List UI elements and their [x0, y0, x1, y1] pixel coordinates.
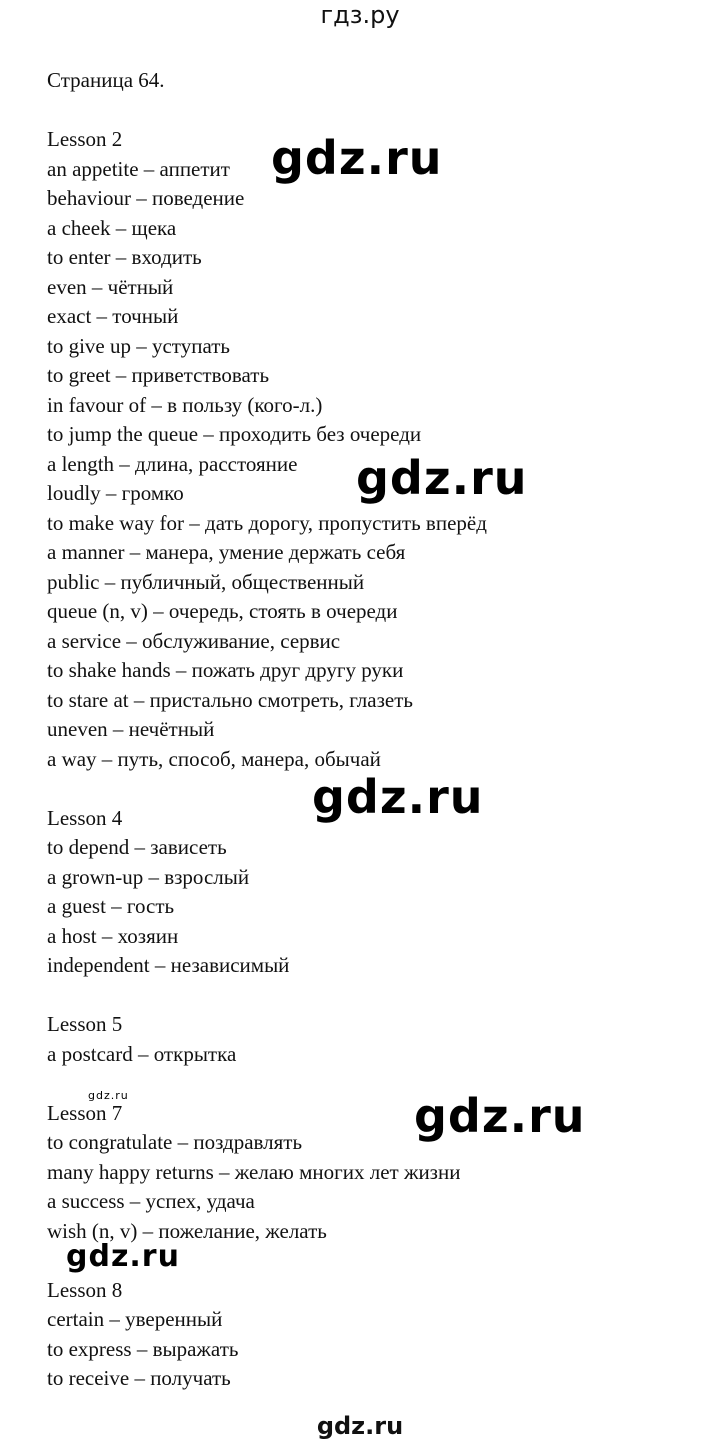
vocab-entry: a grown-up – взрослый — [47, 864, 250, 889]
section-gap — [47, 981, 707, 1011]
vocab-entry: a success – успех, удача — [47, 1189, 255, 1213]
vocab-entry: a length – длина, расстояние — [47, 451, 298, 476]
vocab-entry: uneven – нечётный — [47, 717, 215, 741]
section-lesson-7 — [47, 1099, 707, 1247]
section-gap — [47, 1069, 707, 1099]
vocab-entry: a manner – манера, умение держать себя — [47, 540, 406, 564]
vocab-entry: many happy returns – желаю многих лет жизни — [47, 1159, 461, 1184]
watermark: gdz.ru — [312, 770, 484, 824]
vocab-entry: in favour of – в пользу (кого-л.) — [47, 392, 323, 417]
vocab-entry: to shake hands – пожать друг другу руки — [47, 658, 404, 682]
section-title: Lesson 7 — [47, 1100, 123, 1125]
watermark-small: gdz.ru — [66, 1239, 180, 1274]
vocab-entry: loudly – громко — [47, 481, 184, 505]
section-title: Lesson 4 — [47, 805, 123, 830]
site-header: гдз.ру — [320, 1, 400, 29]
vocab-entry: to receive – получать — [47, 1366, 231, 1390]
vocab-entry: to greet – приветствовать — [47, 363, 270, 387]
vocab-entry: to jump the queue – проходить без очереди — [47, 422, 422, 446]
vocab-entry: behaviour – поведение — [47, 186, 245, 210]
vocabulary-content — [47, 66, 707, 1394]
page-label: Страница 64. — [47, 68, 165, 92]
section-title: Lesson 5 — [47, 1012, 123, 1036]
watermark: gdz.ru — [414, 1089, 586, 1143]
vocab-entry: a service – обслуживание, сервис — [47, 628, 341, 653]
section-title: Lesson 2 — [47, 127, 123, 151]
vocab-entry: even – чётный — [47, 274, 174, 299]
vocab-entry: a cheek – щека — [47, 215, 177, 240]
watermark-tiny: gdz.ru — [88, 1089, 129, 1102]
section-title: Lesson 8 — [47, 1277, 123, 1302]
section-lesson-2 — [47, 125, 707, 774]
vocab-entry: to make way for – дать дорогу, пропустить вперёд — [47, 510, 487, 535]
vocab-entry: public – публичный, общественный — [47, 569, 365, 594]
section-lesson-4 — [47, 804, 707, 981]
section-lesson-5 — [47, 1010, 707, 1069]
vocab-entry: exact – точный — [47, 304, 179, 328]
vocab-entry: a guest – гость — [47, 894, 175, 918]
site-footer: gdz.ru — [316, 1412, 404, 1440]
vocab-entry: certain – уверенный — [47, 1307, 223, 1331]
vocab-entry: to give up – уступать — [47, 333, 230, 358]
vocab-entry: wish (n, v) – пожелание, желать — [47, 1218, 327, 1243]
vocab-entry: to congratulate – поздравлять — [47, 1130, 303, 1154]
vocab-entry: an appetite – аппетит — [47, 156, 230, 181]
vocab-entry: to stare at – пристально смотреть, глазеть — [47, 687, 413, 712]
vocab-entry: a host – хозяин — [47, 923, 179, 948]
vocab-entry: to enter – входить — [47, 245, 202, 269]
watermark: gdz.ru — [271, 131, 443, 185]
vocab-entry: to depend – зависеть — [47, 835, 227, 859]
vocab-entry: to express – выражать — [47, 1336, 239, 1361]
watermark: gdz.ru — [356, 451, 528, 505]
vocab-entry: a postcard – открытка — [47, 1041, 237, 1066]
section-lesson-8 — [47, 1276, 707, 1394]
vocab-entry: a way – путь, способ, манера, обычай — [47, 746, 381, 771]
vocab-entry: queue (n, v) – очередь, стоять в очереди — [47, 599, 398, 623]
vocab-entry: independent – независимый — [47, 953, 290, 977]
